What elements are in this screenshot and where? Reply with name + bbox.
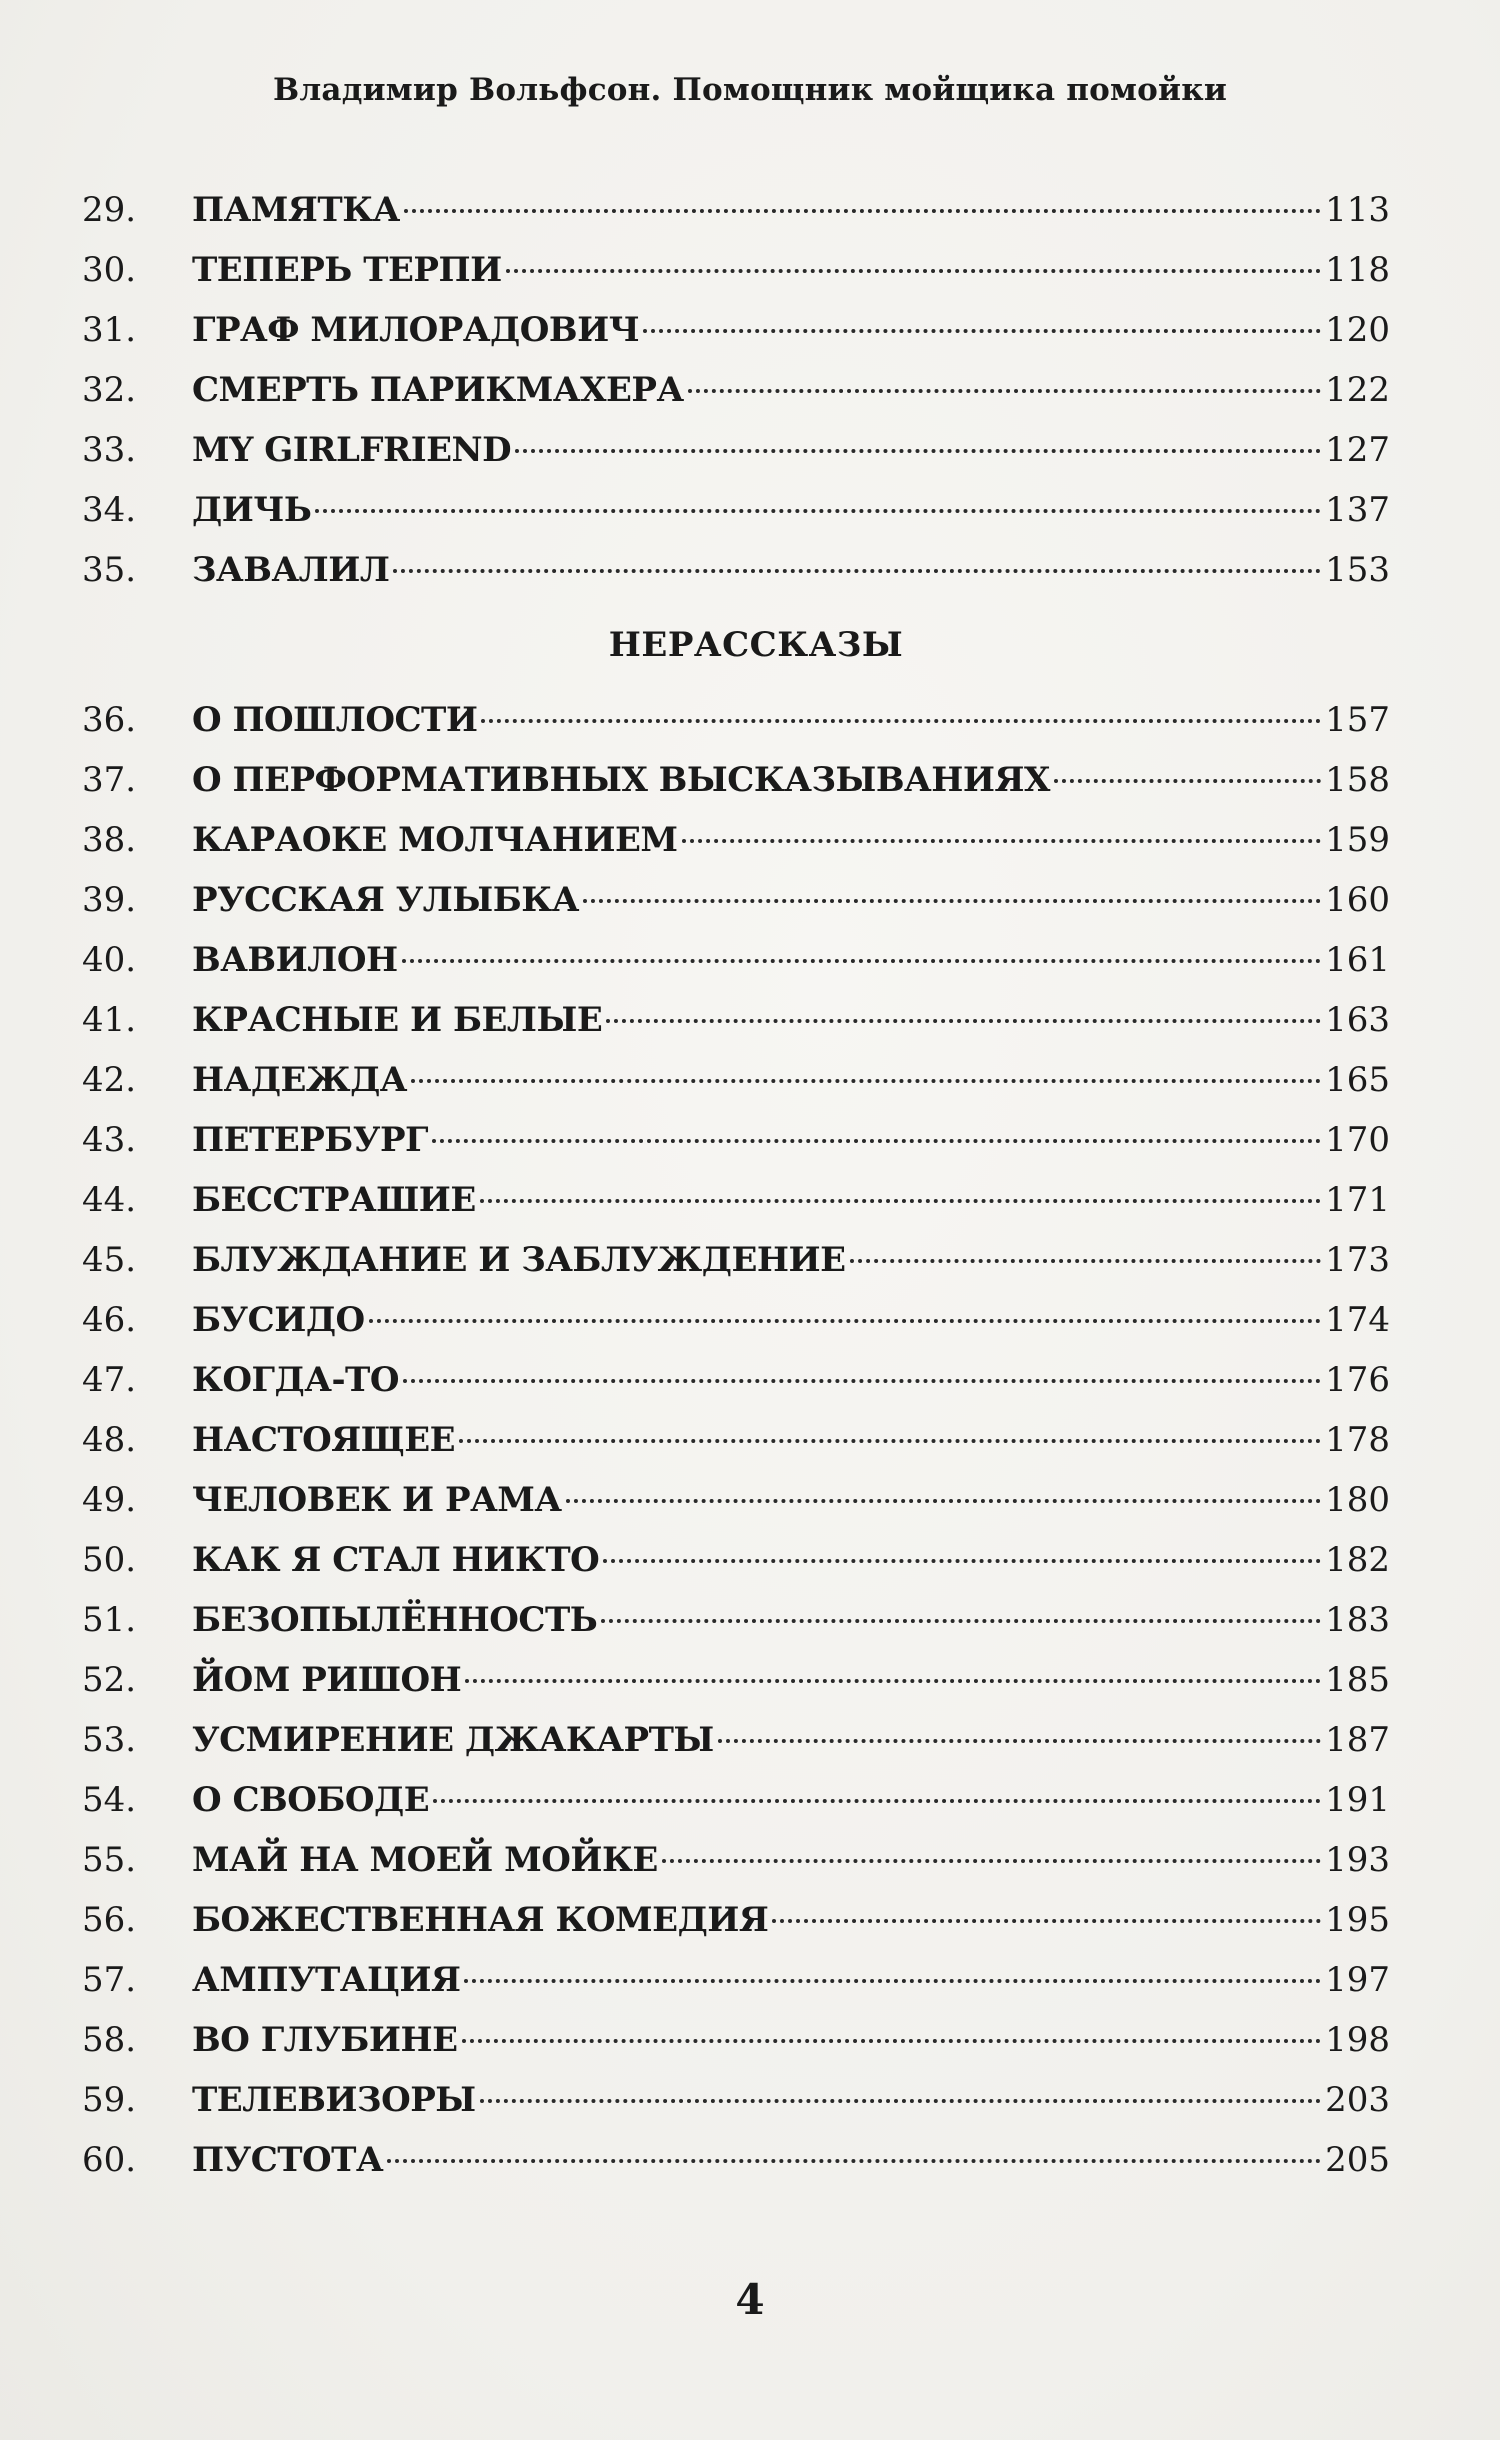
toc-entry xyxy=(82,1350,1390,1410)
toc-entry xyxy=(82,1590,1390,1650)
table-of-contents xyxy=(82,180,1390,2190)
dot-leader xyxy=(480,2099,1321,2103)
toc-entry-page: 195 xyxy=(1325,1900,1390,1940)
toc-entry xyxy=(82,810,1390,870)
toc-entry xyxy=(82,360,1390,420)
toc-entry xyxy=(82,1110,1390,1170)
toc-entry-number: 42. xyxy=(82,1060,137,1100)
section-heading: НЕРАССКАЗЫ xyxy=(608,625,904,665)
toc-entry-page: 185 xyxy=(1325,1660,1390,1700)
toc-entry-page: 176 xyxy=(1325,1360,1390,1400)
dot-leader xyxy=(583,899,1321,903)
dot-leader xyxy=(404,209,1321,213)
toc-entry-title: О СВОБОДЕ xyxy=(192,1780,430,1820)
toc-entry-page: 165 xyxy=(1325,1060,1390,1100)
toc-entry-number: 40. xyxy=(82,940,137,980)
toc-entry xyxy=(82,480,1390,540)
toc-entry-number: 50. xyxy=(82,1540,137,1580)
dot-leader xyxy=(480,1199,1321,1203)
toc-entry-page: 118 xyxy=(1325,250,1390,290)
toc-entry-page: 171 xyxy=(1325,1180,1390,1220)
toc-entry-page: 158 xyxy=(1325,760,1390,800)
toc-entry-number: 33. xyxy=(82,430,137,470)
toc-entry xyxy=(82,1770,1390,1830)
toc-entry-title: МАЙ НА МОЕЙ МОЙКЕ xyxy=(192,1840,658,1880)
toc-entry xyxy=(82,1170,1390,1230)
toc-entry-page: 191 xyxy=(1325,1780,1390,1820)
toc-entry xyxy=(82,750,1390,810)
toc-entry-page: 178 xyxy=(1325,1420,1390,1460)
toc-entry-title: БЛУЖДАНИЕ И ЗАБЛУЖДЕНИЕ xyxy=(192,1240,846,1280)
toc-entry-number: 56. xyxy=(82,1900,137,1940)
toc-entry-page: 180 xyxy=(1325,1480,1390,1520)
dot-leader xyxy=(601,1619,1321,1623)
running-header-title: Владимир Вольфсон. Помощник мойщика помойки xyxy=(272,72,1228,108)
toc-entry-number: 54. xyxy=(82,1780,137,1820)
toc-entry-title: ЙОМ РИШОН xyxy=(192,1660,462,1700)
dot-leader xyxy=(643,329,1321,333)
toc-entry-page: 170 xyxy=(1325,1120,1390,1160)
toc-entry-number: 30. xyxy=(82,250,137,290)
toc-entry xyxy=(82,420,1390,480)
toc-entry-title: ЗАВАЛИЛ xyxy=(192,550,390,590)
toc-entry-number: 58. xyxy=(82,2020,137,2060)
toc-entry-page: 159 xyxy=(1325,820,1390,860)
toc-entry xyxy=(82,1710,1390,1770)
toc-entry-number: 29. xyxy=(82,190,137,230)
toc-entry-title: НАДЕЖДА xyxy=(192,1060,407,1100)
toc-entry-title: ГРАФ МИЛОРАДОВИЧ xyxy=(192,310,640,350)
toc-entry-title: БЕССТРАШИЕ xyxy=(192,1180,476,1220)
toc-entry-title: MY GIRLFRIEND xyxy=(192,430,512,470)
toc-entry xyxy=(82,1290,1390,1350)
dot-leader xyxy=(772,1919,1321,1923)
toc-entry-page: 113 xyxy=(1325,190,1390,230)
toc-entry-number: 31. xyxy=(82,310,137,350)
toc-entry-number: 51. xyxy=(82,1600,137,1640)
toc-entry-number: 48. xyxy=(82,1420,137,1460)
toc-entry-title: КОГДА-ТО xyxy=(192,1360,399,1400)
toc-entry xyxy=(82,2010,1390,2070)
toc-entry-page: 197 xyxy=(1325,1960,1390,2000)
toc-entry xyxy=(82,300,1390,360)
toc-entry-title: ПУСТОТА xyxy=(192,2140,384,2180)
dot-leader xyxy=(688,389,1321,393)
dot-leader xyxy=(603,1559,1321,1563)
toc-entry-title: КРАСНЫЕ И БЕЛЫЕ xyxy=(192,1000,603,1040)
dot-leader xyxy=(459,1439,1321,1443)
dot-leader xyxy=(566,1499,1321,1503)
toc-entry-number: 39. xyxy=(82,880,137,920)
toc-entry xyxy=(82,1830,1390,1890)
toc-entry-title: ВАВИЛОН xyxy=(192,940,398,980)
toc-entry-number: 47. xyxy=(82,1360,137,1400)
dot-leader xyxy=(403,1379,1321,1383)
toc-entry xyxy=(82,540,1390,600)
dot-leader xyxy=(393,569,1321,573)
dot-leader xyxy=(850,1259,1322,1263)
toc-entry xyxy=(82,930,1390,990)
dot-leader xyxy=(506,269,1321,273)
toc-entry-page: 157 xyxy=(1325,700,1390,740)
toc-entry-number: 38. xyxy=(82,820,137,860)
toc-entry xyxy=(82,1470,1390,1530)
toc-entry xyxy=(82,1890,1390,1950)
toc-entry-title: КАРАОКЕ МОЛЧАНИЕМ xyxy=(192,820,678,860)
toc-entry-title: ВО ГЛУБИНЕ xyxy=(192,2020,458,2060)
dot-leader xyxy=(662,1859,1321,1863)
toc-entry xyxy=(82,2130,1390,2190)
toc-entry-number: 57. xyxy=(82,1960,137,2000)
dot-leader xyxy=(387,2159,1321,2163)
toc-entry-page: 163 xyxy=(1325,1000,1390,1040)
toc-entry-page: 153 xyxy=(1325,550,1390,590)
toc-entry xyxy=(82,990,1390,1050)
toc-entry-page: 182 xyxy=(1325,1540,1390,1580)
toc-entry xyxy=(82,180,1390,240)
dot-leader xyxy=(462,2039,1322,2043)
toc-entry xyxy=(82,240,1390,300)
toc-entry-title: УСМИРЕНИЕ ДЖАКАРТЫ xyxy=(192,1720,714,1760)
toc-entry-title: БЕЗОПЫЛЁННОСТЬ xyxy=(192,1600,598,1640)
toc-entry-title: НАСТОЯЩЕЕ xyxy=(192,1420,456,1460)
toc-entry xyxy=(82,1410,1390,1470)
dot-leader xyxy=(369,1319,1321,1323)
dot-leader xyxy=(464,1979,1321,1983)
toc-entry-number: 49. xyxy=(82,1480,137,1520)
toc-entry-page: 173 xyxy=(1325,1240,1390,1280)
toc-entry-page: 187 xyxy=(1325,1720,1390,1760)
toc-entry-page: 160 xyxy=(1325,880,1390,920)
dot-leader xyxy=(515,449,1321,453)
toc-entry-title: О ПЕРФОРМАТИВНЫХ ВЫСКАЗЫВАНИЯХ xyxy=(192,760,1050,800)
toc-section-non-stories xyxy=(82,690,1390,2190)
toc-entry-number: 32. xyxy=(82,370,137,410)
dot-leader xyxy=(411,1079,1321,1083)
toc-entry xyxy=(82,870,1390,930)
toc-entry xyxy=(82,1530,1390,1590)
toc-entry-page: 161 xyxy=(1325,940,1390,980)
toc-entry-title: КАК Я СТАЛ НИКТО xyxy=(192,1540,600,1580)
dot-leader xyxy=(718,1739,1321,1743)
toc-entry-number: 53. xyxy=(82,1720,137,1760)
toc-entry-number: 45. xyxy=(82,1240,137,1280)
toc-entry-title: ПЕТЕРБУРГ xyxy=(192,1120,428,1160)
toc-entry-title: ДИЧЬ xyxy=(192,490,312,530)
toc-entry-number: 52. xyxy=(82,1660,137,1700)
toc-entry-page: 198 xyxy=(1325,2020,1390,2060)
toc-entry-title: ТЕЛЕВИЗОРЫ xyxy=(192,2080,476,2120)
toc-entry-page: 137 xyxy=(1325,490,1390,530)
dot-leader xyxy=(465,1679,1321,1683)
toc-section-stories xyxy=(82,180,1390,600)
dot-leader xyxy=(402,959,1321,963)
toc-entry-title: ПАМЯТКА xyxy=(192,190,400,230)
toc-entry-number: 44. xyxy=(82,1180,137,1220)
dot-leader xyxy=(481,719,1321,723)
toc-entry-number: 59. xyxy=(82,2080,137,2120)
dot-leader xyxy=(433,1799,1321,1803)
toc-entry-page: 122 xyxy=(1325,370,1390,410)
toc-entry-title: БОЖЕСТВЕННАЯ КОМЕДИЯ xyxy=(192,1900,769,1940)
toc-entry-number: 55. xyxy=(82,1840,137,1880)
toc-entry-title: АМПУТАЦИЯ xyxy=(192,1960,461,2000)
toc-entry-page: 205 xyxy=(1325,2140,1390,2180)
toc-entry-page: 203 xyxy=(1325,2080,1390,2120)
toc-entry-number: 37. xyxy=(82,760,137,800)
toc-entry xyxy=(82,2070,1390,2130)
toc-entry-number: 41. xyxy=(82,1000,137,1040)
toc-entry-page: 183 xyxy=(1325,1600,1390,1640)
toc-entry-page: 120 xyxy=(1325,310,1390,350)
dot-leader xyxy=(1054,779,1321,783)
toc-entry-title: ЧЕЛОВЕК И РАМА xyxy=(192,1480,562,1520)
toc-entry-page: 127 xyxy=(1325,430,1390,470)
dot-leader xyxy=(432,1139,1321,1143)
toc-entry-number: 46. xyxy=(82,1300,137,1340)
toc-entry-title: О ПОШЛОСТИ xyxy=(192,700,478,740)
toc-entry-title: СМЕРТЬ ПАРИКМАХЕРА xyxy=(192,370,684,410)
dot-leader xyxy=(606,1019,1321,1023)
dot-leader xyxy=(682,839,1322,843)
toc-entry-number: 35. xyxy=(82,550,137,590)
toc-entry-page: 174 xyxy=(1325,1300,1390,1340)
toc-entry xyxy=(82,1650,1390,1710)
toc-entry-title: РУССКАЯ УЛЫБКА xyxy=(192,880,579,920)
page-number: 4 xyxy=(735,2275,765,2324)
toc-entry-number: 34. xyxy=(82,490,137,530)
toc-entry xyxy=(82,690,1390,750)
toc-entry xyxy=(82,1050,1390,1110)
toc-entry xyxy=(82,1950,1390,2010)
toc-entry-title: ТЕПЕРЬ ТЕРПИ xyxy=(192,250,502,290)
toc-entry-page: 193 xyxy=(1325,1840,1390,1880)
toc-entry-number: 43. xyxy=(82,1120,137,1160)
toc-entry-title: БУСИДО xyxy=(192,1300,365,1340)
toc-entry xyxy=(82,1230,1390,1290)
toc-entry-number: 60. xyxy=(82,2140,137,2180)
dot-leader xyxy=(315,509,1321,513)
toc-entry-number: 36. xyxy=(82,700,137,740)
